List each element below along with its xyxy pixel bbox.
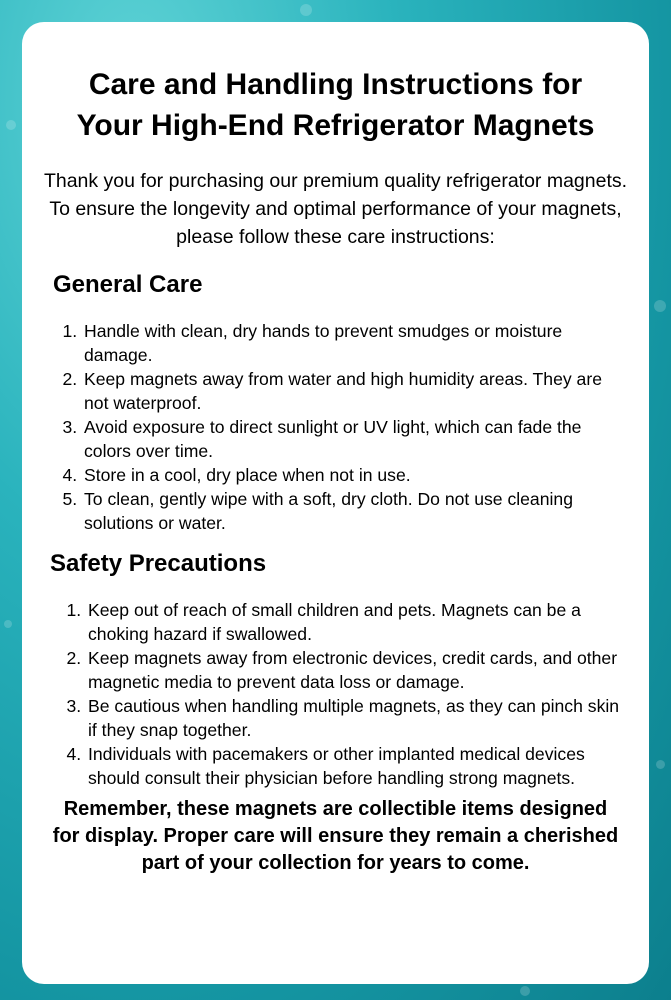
- instruction-card: [22, 22, 649, 984]
- safety-precautions-list: [40, 598, 631, 790]
- general-care-list: [40, 319, 631, 535]
- section-heading-safety-precautions: Safety Precautions: [50, 550, 267, 577]
- background-bokeh: [656, 760, 665, 769]
- document-title: Care and Handling Instructions for Your High-End Refrigerator Magnets: [76, 68, 595, 142]
- background-bokeh: [6, 120, 16, 130]
- background-bokeh: [4, 620, 12, 628]
- list-item: 1. Keep out of reach of small children and pets. Magnets can be a choking hazard if swallowed.: [86, 598, 631, 646]
- list-item: 5. To clean, gently wipe with a soft, dry cloth. Do not use cleaning solutions or water.: [82, 487, 631, 535]
- list-item: 3. Avoid exposure to direct sunlight or UV light, which can fade the colors over time.: [82, 415, 631, 463]
- list-item: 1. Handle with clean, dry hands to prevent smudges or moisture damage.: [82, 319, 631, 367]
- list-item: 2. Keep magnets away from electronic devices, credit cards, and other magnetic media to prevent data loss or damage.: [86, 646, 631, 694]
- list-item: 4. Individuals with pacemakers or other implanted medical devices should consult their physician before handling strong magnets.: [86, 742, 631, 790]
- list-item: 4. Store in a cool, dry place when not in use.: [82, 463, 631, 487]
- intro-paragraph: Thank you for purchasing our premium quality refrigerator magnets. To ensure the longevity and optimal performance of your magnets, please follow these care instructions:: [43, 170, 628, 248]
- section-heading-general-care: General Care: [53, 271, 203, 298]
- background-bokeh: [300, 4, 312, 16]
- background-bokeh: [520, 986, 530, 996]
- closing-note: Remember, these magnets are collectible items designed for display. Proper care will ensure they remain a cherished part of your collection for years to come.: [52, 798, 619, 874]
- list-item: 2. Keep magnets away from water and high humidity areas. They are not waterproof.: [82, 367, 631, 415]
- list-item: 3. Be cautious when handling multiple magnets, as they can pinch skin if they snap together.: [86, 694, 631, 742]
- background-bokeh: [654, 300, 666, 312]
